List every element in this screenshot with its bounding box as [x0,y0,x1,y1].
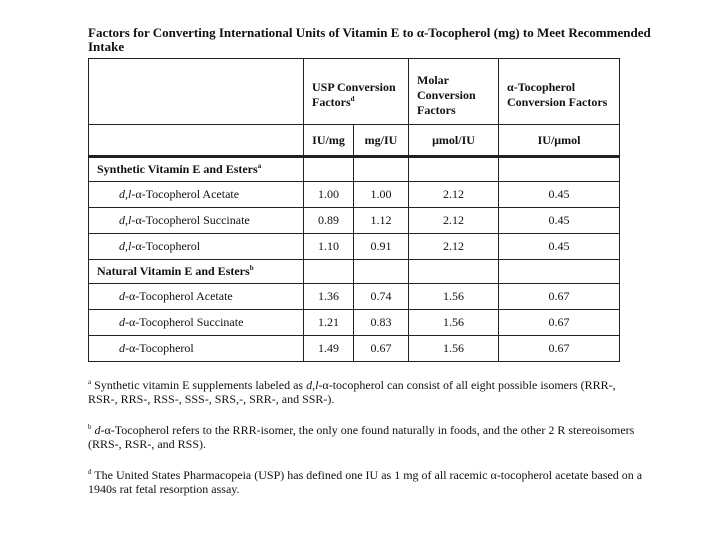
value-iu-per-umol: 0.67 [499,310,620,336]
value-iu-per-mg: 1.10 [304,234,354,260]
unit-mg-per-iu: mg/IU [354,125,409,157]
table-row [89,284,620,310]
value-iu-per-umol: 0.45 [499,208,620,234]
value-iu-per-mg: 1.49 [304,336,354,362]
compound-name: d-α-Tocopherol [89,336,304,362]
value-iu-per-umol: 0.67 [499,336,620,362]
unit-umol-per-iu: μmol/IU [409,125,499,157]
header-group-row [89,59,620,125]
unit-iu-per-mg: IU/mg [304,125,354,157]
section-natural [89,260,620,284]
value-umol-per-iu: 1.56 [409,284,499,310]
section-label: Natural Vitamin E and Esters$^b$ [89,260,304,284]
value-mg-per-iu: 0.91 [354,234,409,260]
value-mg-per-iu: 0.74 [354,284,409,310]
header-empty-cell [89,125,304,157]
table-row [89,234,620,260]
value-mg-per-iu: 0.67 [354,336,409,362]
footnote-b: $^b$ d-α-Tocopherol refers to the RRR-isomer, the only one found naturally in foods, and the other 2 R stereoisomers (RRS-, RSR-, and RSS). [88,423,635,451]
value-iu-per-umol: 0.45 [499,182,620,208]
header-atocopherol-conversion: α-Tocopherol Conversion Factors [499,59,620,125]
header-unit-row [89,125,620,157]
value-mg-per-iu: 1.00 [354,182,409,208]
footnotes [88,378,648,513]
value-iu-per-mg: 0.89 [304,208,354,234]
value-umol-per-iu: 1.56 [409,310,499,336]
footnote-d: $^d$ The United States Pharmacopeia (USP) has defined one IU as 1 mg of all racemic α-tocopherol acetate based on a 1940s rat fetal resorption assay. [88,468,643,496]
table-row [89,182,620,208]
value-mg-per-iu: 0.83 [354,310,409,336]
compound-name: d,l-α-Tocopherol [89,234,304,260]
table-row [89,208,620,234]
compound-name: d,l-α-Tocopherol Succinate [89,208,304,234]
header-usp-conversion: USP Conversion Factors$^d$ [304,59,409,125]
section-label: Synthetic Vitamin E and Esters$^a$ [89,157,304,182]
value-iu-per-umol: 0.67 [499,284,620,310]
compound-name: d,l-α-Tocopherol Acetate [89,182,304,208]
unit-iu-per-umol: IU/μmol [499,125,620,157]
table-row [89,336,620,362]
compound-name: d-α-Tocopherol Acetate [89,284,304,310]
value-umol-per-iu: 2.12 [409,182,499,208]
conversion-table [88,58,620,362]
value-mg-per-iu: 1.12 [354,208,409,234]
value-umol-per-iu: 2.12 [409,208,499,234]
page-title: Factors for Converting International Units of Vitamin E to α-Tocopherol (mg) to Meet Recommended Intake [88,25,651,54]
section-synthetic [89,157,620,182]
value-iu-per-mg: 1.21 [304,310,354,336]
compound-name: d-α-Tocopherol Succinate [89,310,304,336]
value-iu-per-mg: 1.36 [304,284,354,310]
value-umol-per-iu: 2.12 [409,234,499,260]
footnote-a: $^a$ Synthetic vitamin E supplements labeled as d,l-α-tocopherol can consist of all eight possible isomers (RRR-, RSR-, RRS-, RSS-, SSS-, SRS,-, SRR-, and SSR-). [88,378,616,406]
value-iu-per-mg: 1.00 [304,182,354,208]
table-row [89,310,620,336]
value-umol-per-iu: 1.56 [409,336,499,362]
header-empty-cell [89,59,304,125]
header-molar-conversion: Molar Conversion Factors [409,59,499,125]
value-iu-per-umol: 0.45 [499,234,620,260]
